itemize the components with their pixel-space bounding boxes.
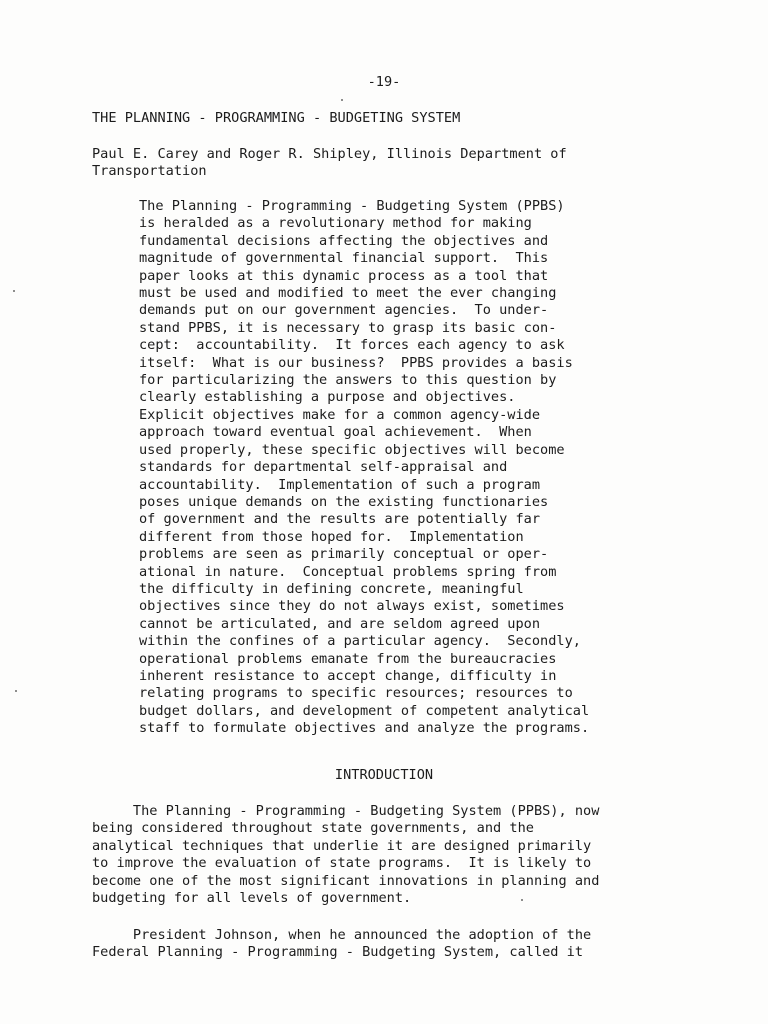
scan-speck — [15, 690, 17, 692]
abstract-line: paper looks at this dynamic process as a tool that — [139, 267, 549, 284]
abstract-line: for particularizing the answers to this question by — [139, 372, 557, 389]
abstract-line: fundamental decisions affecting the objectives and — [139, 232, 549, 249]
abstract-line: must be used and modified to meet the ever changing — [139, 285, 557, 302]
abstract-line: of government and the results are potentially far — [139, 511, 541, 528]
paragraph-line: Federal Planning - Programming - Budgeting System, called it — [92, 944, 584, 961]
paragraph-line: analytical techniques that underlie it are designed primarily — [92, 837, 592, 854]
abstract-line: cannot be articulated, and are seldom agreed upon — [139, 615, 541, 632]
abstract-line: approach toward eventual goal achievement. When — [139, 424, 532, 441]
abstract-line: budget dollars, and development of competent analytical — [139, 702, 590, 719]
abstract-line: demands put on our government agencies. To under- — [139, 302, 549, 319]
paragraph-line: become one of the most significant innovations in planning and — [92, 872, 600, 889]
abstract-line: Explicit objectives make for a common agency-wide — [139, 406, 541, 423]
paper-title: THE PLANNING - PROGRAMMING - BUDGETING SYSTEM — [92, 110, 461, 126]
abstract-line: staff to formulate objectives and analyze the programs. — [139, 720, 590, 737]
abstract-line: stand PPBS, it is necessary to grasp its basic con- — [139, 319, 557, 336]
abstract-line: operational problems emanate from the bureaucracies — [139, 650, 557, 667]
paragraph-line: being considered throughout state governments, and the — [92, 820, 534, 837]
abstract-line: objectives since they do not always exist, sometimes — [139, 598, 565, 615]
paragraph-line: President Johnson, when he announced the adoption of the — [92, 927, 592, 943]
paragraph-line: The Planning - Programming - Budgeting System (PPBS), now — [92, 803, 600, 819]
abstract-line: The Planning - Programming - Budgeting System (PPBS) — [139, 198, 565, 214]
abstract-line: the difficulty in defining concrete, meaningful — [139, 580, 524, 597]
abstract-line: different from those hoped for. Implementation — [139, 528, 524, 545]
section-heading-introduction: INTRODUCTION — [334, 767, 434, 783]
abstract-paragraph — [139, 198, 589, 738]
abstract-line: accountability. Implementation of such a program — [139, 476, 541, 493]
intro-paragraph-1 — [92, 803, 599, 907]
abstract-line: itself: What is our business? PPBS provides a basis — [139, 354, 573, 371]
authors-line: Paul E. Carey and Roger R. Shipley, Illinois Department of — [92, 146, 567, 162]
scan-speck — [13, 290, 15, 292]
scan-speck — [341, 99, 343, 101]
authors-affiliation — [92, 146, 567, 181]
intro-paragraph-2 — [92, 927, 591, 962]
paragraph-line: to improve the evaluation of state programs. It is likely to — [92, 855, 592, 872]
abstract-line: standards for departmental self-appraisal and — [139, 459, 508, 476]
abstract-line: cept: accountability. It forces each agency to ask — [139, 337, 565, 354]
paragraph-line: budgeting for all levels of government. — [92, 890, 412, 907]
scan-speck — [521, 899, 523, 901]
abstract-line: inherent resistance to accept change, difficulty in — [139, 667, 557, 684]
abstract-line: poses unique demands on the existing functionaries — [139, 493, 549, 510]
abstract-line: clearly establishing a purpose and objectives. — [139, 389, 516, 406]
abstract-line: is heralded as a revolutionary method for making — [139, 215, 532, 232]
abstract-line: used properly, these specific objectives will become — [139, 441, 565, 458]
page-number: -19- — [367, 74, 401, 90]
authors-line: Transportation — [92, 163, 207, 180]
abstract-line: relating programs to specific resources; resources to — [139, 685, 573, 702]
abstract-line: ational in nature. Conceptual problems spring from — [139, 563, 557, 580]
abstract-line: within the confines of a particular agency. Secondly, — [139, 633, 581, 650]
abstract-line: problems are seen as primarily conceptual or oper- — [139, 546, 549, 563]
abstract-line: magnitude of governmental financial support. This — [139, 250, 549, 267]
